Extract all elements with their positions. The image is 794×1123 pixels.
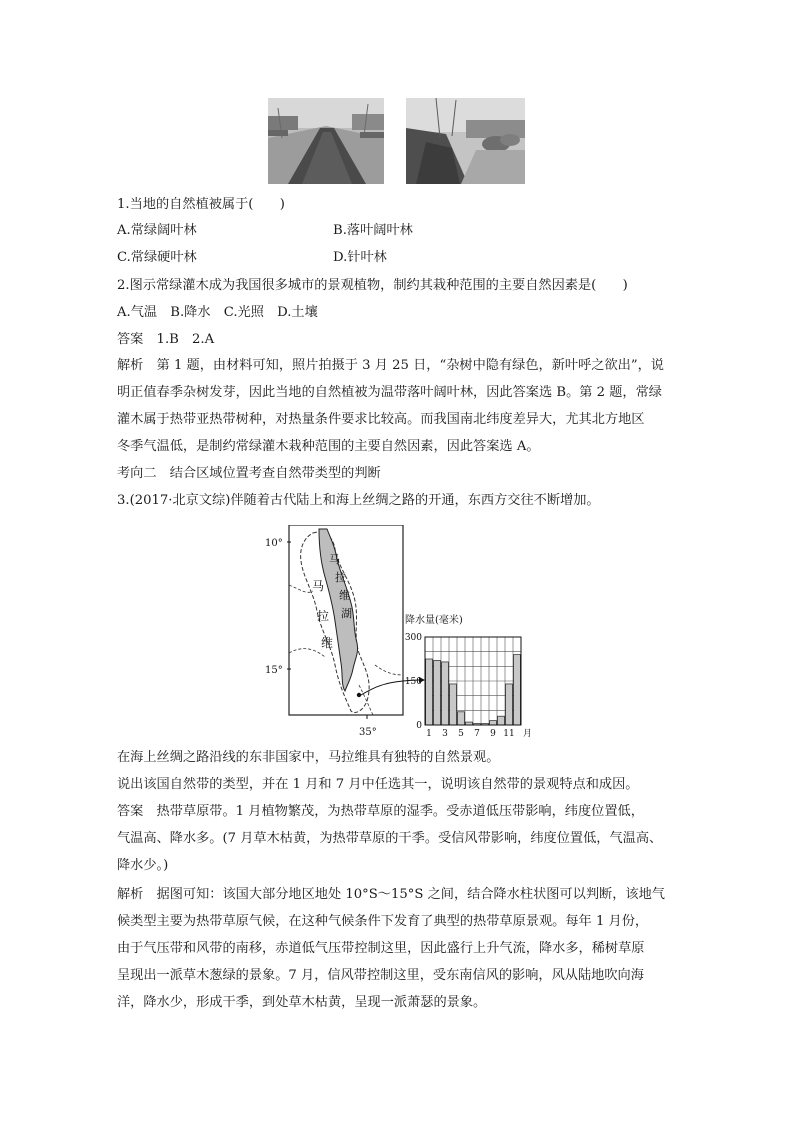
q3-stem: 3.(2017·北京文综)伴随着古代陆上和海上丝绸之路的开通，东西方交往不断增加。 bbox=[117, 493, 600, 508]
q1-option-b: B.落叶阔叶林 bbox=[333, 223, 413, 238]
x-tick-label: 1 bbox=[426, 729, 432, 739]
lake-label: 维 bbox=[339, 589, 350, 602]
bar-month-10 bbox=[498, 716, 505, 725]
chart-title: 降水量(毫米) bbox=[405, 615, 463, 626]
bar-month-12 bbox=[514, 655, 521, 725]
x-axis-unit: 月 bbox=[523, 729, 533, 739]
bar-month-2 bbox=[434, 660, 441, 725]
lake-label: 湖 bbox=[341, 607, 352, 620]
bar-month-9 bbox=[490, 721, 497, 725]
x-tick-label: 5 bbox=[458, 729, 464, 739]
photo-roadside-shrubs-1 bbox=[268, 98, 384, 184]
q1-option-c: C.常绿硬叶林 bbox=[117, 250, 197, 265]
bar-month-4 bbox=[450, 684, 457, 725]
section-heading: 考向二 结合区域位置考查自然带类型的判断 bbox=[117, 466, 381, 481]
answer-1-2: 答案 1.B 2.A bbox=[117, 332, 215, 347]
malawi-figure bbox=[255, 525, 535, 740]
country-label: 拉 bbox=[317, 609, 330, 623]
analysis-1-line: 灌木属于热带亚热带树种，对热量条件要求比较高。而我国南北纬度差异大，尤其北方地区 bbox=[117, 412, 645, 427]
q1-option-d: D.针叶林 bbox=[333, 250, 387, 265]
q1-option-a: A.常绿阔叶林 bbox=[117, 223, 197, 238]
analysis-1-line: 冬季气温低，是制约常绿灌木栽种范围的主要自然因素，因此答案选 A。 bbox=[117, 439, 540, 454]
answer-3-line: 答案 热带草原带。1 月植物繁茂，为热带草原的湿季。受赤道低压带影响，纬度位置低， bbox=[117, 804, 644, 819]
q2-options: A.气温 B.降水 C.光照 D.土壤 bbox=[117, 305, 318, 320]
lat-15-label: 15° bbox=[265, 665, 283, 676]
analysis-3-line: 解析 据图可知：该国大部分地区地处 10°S～15°S 之间，结合降水柱状图可以判断，该地气 bbox=[117, 887, 665, 902]
precipitation-chart bbox=[405, 613, 532, 739]
q3-ask: 说出该国自然带的类型，并在 1 月和 7 月中任选其一，说明该自然带的景观特点和成因。 bbox=[117, 777, 639, 792]
photo-roadside-shrubs-2 bbox=[406, 98, 525, 184]
y-tick-label: 0 bbox=[416, 721, 422, 731]
x-tick-label: 11 bbox=[503, 729, 515, 739]
lake-label: 拉 bbox=[335, 571, 346, 584]
bar-month-1 bbox=[426, 659, 433, 725]
country-label: 维 bbox=[321, 636, 334, 650]
answer-3-line: 气温高、降水多。(7 月草木枯黄，为热带草原的干季。受信风带影响，纬度位置低，气温高、 bbox=[117, 831, 663, 846]
bar-month-3 bbox=[442, 662, 449, 725]
analysis-3-line: 洋，降水少，形成干季，到处草木枯黄，呈现一派萧瑟的景象。 bbox=[117, 995, 487, 1010]
lon-35-label: 35° bbox=[359, 727, 377, 738]
x-tick-label: 3 bbox=[442, 729, 448, 739]
q3-intro: 在海上丝绸之路沿线的东非国家中，马拉维具有独特的自然景观。 bbox=[117, 750, 500, 765]
analysis-3-line: 呈现出一派草木葱绿的景象。7 月，信风带控制这里，受东南信风的影响，风从陆地吹向海 bbox=[117, 968, 644, 983]
answer-3-line: 降水少。) bbox=[117, 858, 169, 873]
analysis-3-line: 候类型主要为热带草原气候，在这种气候条件下发育了典型的热带草原景观。每年 1 月份， bbox=[117, 914, 649, 929]
q2-stem: 2.图示常绿灌木成为我国很多城市的景观植物，制约其栽种范围的主要自然因素是( ) bbox=[117, 278, 628, 293]
y-tick-label: 150 bbox=[404, 677, 422, 687]
analysis-3-line: 由于气压带和风带的南移，赤道低气压带控制这里，因此盛行上升气流，降水多，稀树草原 bbox=[117, 941, 645, 956]
country-label: 马 bbox=[312, 579, 325, 593]
q1-stem: 1.当地的自然植被属于( ) bbox=[117, 197, 285, 212]
bar-month-5 bbox=[458, 712, 465, 725]
bar-month-11 bbox=[506, 684, 513, 725]
analysis-1-line: 解析 第 1 题，由材料可知，照片拍摄于 3 月 25 日，“杂树中隐有绿色，新叶呼之欲出”，说 bbox=[117, 358, 664, 373]
analysis-1-line: 明正值春季杂树发芽，因此当地的自然植被为温带落叶阔叶林，因此答案选 B。第 2 题，常绿 bbox=[117, 385, 662, 400]
station-dot bbox=[357, 693, 361, 697]
lake-label: 马 bbox=[329, 553, 340, 566]
x-tick-label: 9 bbox=[490, 729, 496, 739]
lat-10-label: 10° bbox=[265, 538, 283, 549]
x-tick-label: 7 bbox=[474, 729, 480, 739]
y-tick-label: 300 bbox=[404, 633, 422, 643]
